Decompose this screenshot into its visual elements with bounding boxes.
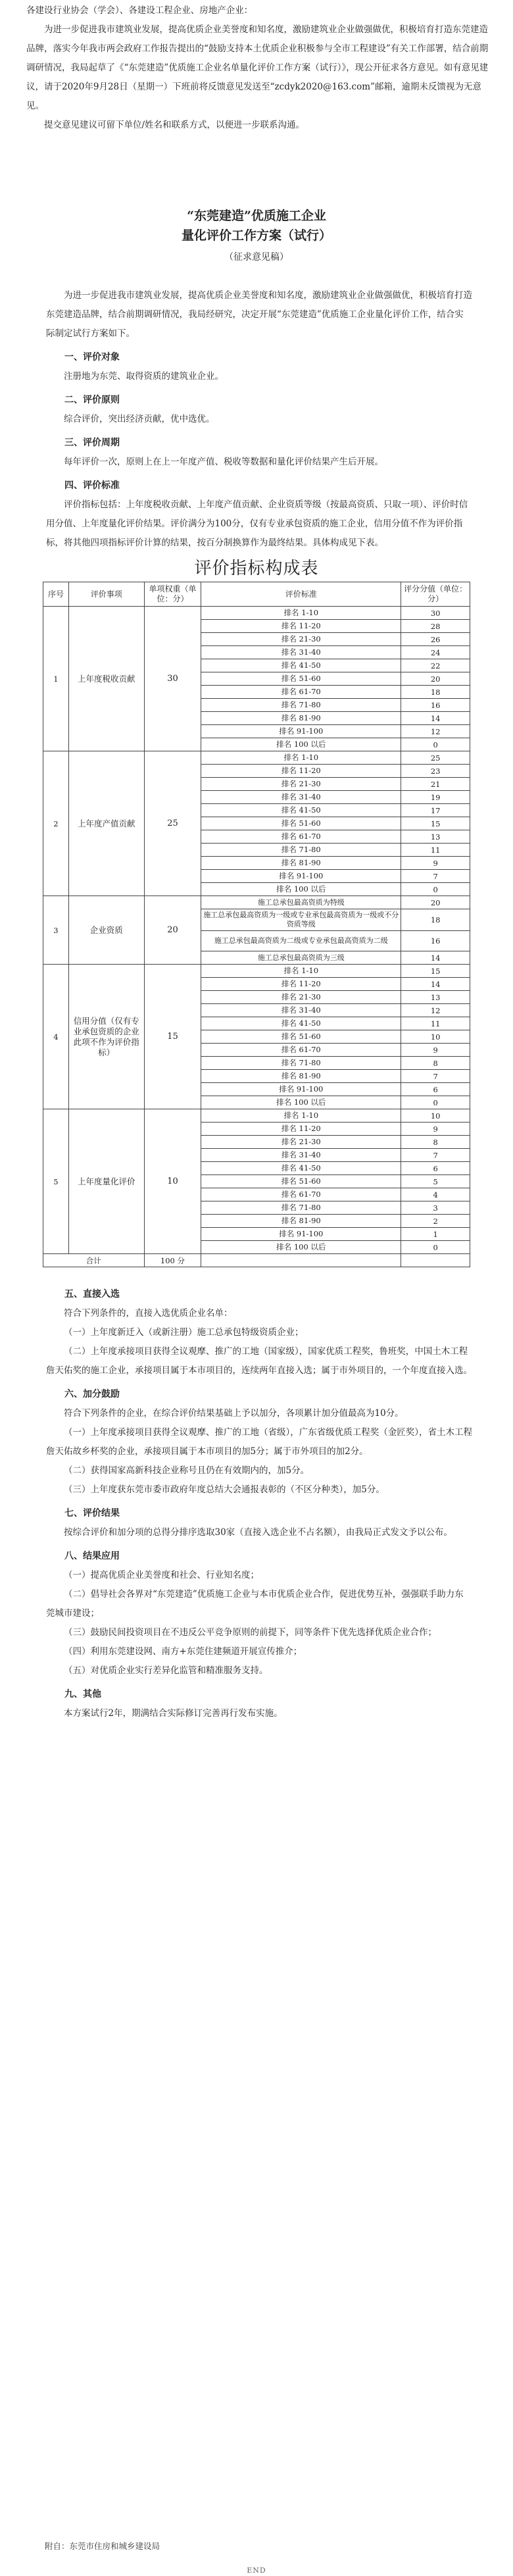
section-heading: 七、评价结果 [64,1508,120,1519]
score-cell: 25 [401,751,470,765]
list-item: （二）上年度承接项目获得全议观摩、推广的工地（国家级），国家优质工程奖，鲁班奖，中国土木工程詹天佑奖的施工企业，承接项目属于本市项目的，连续两年直接入选；属于市外项目的，一个年度直接入选。 [46,1346,472,1376]
score-cell: 15 [401,965,470,978]
criteria-cell: 排名 51-60 [201,1175,401,1188]
doc-intro: 为进一步促进我市建筑业发展，提高优质企业美誉度和知名度，激励建筑业企业做强做优，积极培育打造东莞建造品牌，结合前期调研情况，我局经研究，决定开展“东莞建造”优质施工企业量化评价工作，结合实际制定试行方案如下。 [46,290,472,339]
score-table [43,582,470,1267]
total-label: 合计 [43,1254,145,1267]
row-number: 4 [43,965,69,1109]
criteria-cell: 排名 31-40 [201,791,401,804]
criteria-cell: 排名 100 以后 [201,1096,401,1109]
criteria-cell: 排名 41-50 [201,659,401,672]
doc-title-line2: 量化评价工作方案（试行） [181,228,331,243]
score-cell: 16 [401,699,470,712]
criteria-cell: 排名 100 以后 [201,1241,401,1254]
criteria-cell: 排名 31-40 [201,1149,401,1162]
criteria-cell: 排名 100 以后 [201,738,401,751]
score-cell: 4 [401,1188,470,1201]
criteria-cell: 施工总承包最高资质为二级或专业承包最高资质为二级 [201,931,401,951]
evaluation-item: 信用分值（仅有专业承包资质的企业此项不作为评价指标） [68,965,144,1109]
criteria-cell: 排名 71-80 [201,844,401,857]
score-cell: 13 [401,991,470,1004]
list-item: （三）鼓励民间投资项目在不违反公平竞争原则的前提下，同等条件下优先选择优质企业合作； [64,1627,437,1638]
section-heading: 六、加分鼓励 [64,1389,120,1400]
criteria-cell: 施工总承包最高资质为一级或专业承包最高资质为一级或不分资质等级 [201,909,401,931]
score-cell: 11 [401,1017,470,1030]
header-cell: 序号 [43,582,69,607]
criteria-cell: 排名 61-70 [201,686,401,699]
section-text: 符合下列条件的，直接入选优质企业名单： [64,1308,233,1319]
score-cell: 15 [401,817,470,830]
criteria-cell: 排名 11-20 [201,765,401,778]
criteria-cell: 排名 11-20 [201,978,401,991]
total-value: 100 分 [144,1254,201,1267]
section-heading: 五、直接入选 [64,1289,120,1300]
score-cell: 0 [401,1241,470,1254]
score-cell: 21 [401,778,470,791]
score-cell: 30 [401,607,470,620]
criteria-cell: 排名 61-70 [201,1188,401,1201]
list-item: （五）对优质企业实行差异化监管和精准服务支持。 [64,1665,268,1676]
section-text: 按综合评价和加分项的总得分排序选取30家（直接入选企业不占名额），由我局正式发文予以公布。 [64,1527,452,1538]
item-weight: 15 [144,965,201,1109]
score-cell: 0 [401,883,470,896]
section-text: 注册地为东莞、取得资质的建筑业企业。 [64,371,224,382]
section-heading: 三、评价周期 [64,438,120,448]
section-heading: 九、其他 [64,1689,101,1700]
header-cell: 单项权重（单位：分） [144,582,201,607]
criteria-cell: 排名 11-20 [201,1123,401,1136]
table-body [43,607,470,1254]
criteria-cell: 排名 71-80 [201,699,401,712]
score-cell: 28 [401,620,470,633]
score-cell: 11 [401,844,470,857]
header-cell: 评价事项 [68,582,144,607]
evaluation-item: 上年度税收贡献 [68,607,144,751]
end-mark: END [247,2566,266,2575]
score-cell: 6 [401,1083,470,1096]
table-row [43,751,470,765]
score-cell: 5 [401,1175,470,1188]
criteria-cell: 排名 21-30 [201,1136,401,1149]
criteria-cell: 排名 71-80 [201,1201,401,1215]
section-heading: 二、评价原则 [64,395,120,405]
score-cell: 6 [401,1162,470,1175]
criteria-cell: 排名 61-70 [201,830,401,844]
criteria-cell: 排名 91-100 [201,870,401,883]
section-text: 每年评价一次，原则上在上一年度产值、税收等数据和量化评价结果产生后开展。 [64,457,383,467]
table-title: 评价指标构成表 [194,559,319,578]
score-cell: 3 [401,1201,470,1215]
section-text: 评价指标包括：上年度税收贡献、上年度产值贡献、企业资质等级（按最高资质、只取一项）、评价时信用分值、上年度量化评价结果。评价满分为100分，仅有专业承包资质的施工企业，信用分值不作为评价指标，将其他四项指标评价计算的结果，按百分制换算作为最终结果。具体构成见下表。 [46,499,468,548]
section-text: 本方案试行2年，期满结合实际修订完善再行发布实施。 [64,1708,283,1719]
list-item: （一）上年度新迁入（或新注册）施工总承包特级资质企业； [64,1327,304,1338]
notice-body: 为进一步促进我市建筑业发展，提高优质企业美誉度和知名度，激励建筑业企业做强做优，积极培育打造东莞建造品牌，落实今年我市两会政府工作报告提出的“鼓励支持本土优质企业积极参与全市工程建设”有关工作部署，结合前期调研情况，我局起草了《“东莞建造”优质施工企业名单量化评价工作方案（试行）》，现公开征求各方意见。如有意见建议，请于2020年9月28日（星期一）下班前将反馈意见发送至“zcdyk2020@163.com”邮箱，逾期未反馈视为无意见。 [26,24,489,111]
evaluation-item: 上年度量化评价 [68,1109,144,1254]
score-cell: 10 [401,1109,470,1123]
criteria-cell: 排名 11-20 [201,620,401,633]
section-heading: 八、结果应用 [64,1551,120,1561]
score-cell: 1 [401,1228,470,1241]
score-cell: 0 [401,1096,470,1109]
score-cell: 20 [401,896,470,909]
row-number: 2 [43,751,69,896]
section-text: 综合评价，突出经济贡献，优中选优。 [64,414,215,424]
evaluation-item: 上年度产值贡献 [68,751,144,896]
item-weight: 25 [144,751,201,896]
doc-header [0,206,513,266]
score-cell: 24 [401,646,470,659]
doc-subtitle: （征求意见稿） [224,252,289,263]
criteria-cell: 排名 41-50 [201,804,401,817]
criteria-cell: 排名 1-10 [201,1109,401,1123]
table-row [43,965,470,978]
criteria-cell: 排名 81-90 [201,857,401,870]
row-number: 3 [43,896,69,965]
doc-body-lower [0,1284,513,1723]
score-cell: 14 [401,712,470,725]
score-cell: 7 [401,1070,470,1083]
criteria-cell: 排名 81-90 [201,1070,401,1083]
criteria-cell: 排名 1-10 [201,607,401,620]
list-item: （二）获得国家高新科技企业称号且仍在有效期内的，加5分。 [64,1465,310,1476]
criteria-cell: 排名 91-100 [201,1228,401,1241]
criteria-cell: 排名 41-50 [201,1017,401,1030]
row-number: 5 [43,1109,69,1254]
score-cell: 20 [401,672,470,686]
criteria-cell: 排名 51-60 [201,817,401,830]
score-cell: 26 [401,633,470,646]
criteria-cell: 排名 21-30 [201,633,401,646]
score-cell: 12 [401,1004,470,1017]
score-cell: 14 [401,978,470,991]
criteria-cell: 排名 81-90 [201,1215,401,1228]
table-row [43,896,470,909]
header-cell: 评价标准 [201,582,401,607]
section-heading: 四、评价标准 [64,480,120,491]
table-row [43,607,470,620]
score-cell: 23 [401,765,470,778]
list-item: （一）提高优质企业美誉度和社会、行业知名度； [64,1570,259,1580]
notice-section [0,0,513,135]
table-total-row [43,1254,470,1267]
criteria-cell: 排名 41-50 [201,1162,401,1175]
header-cell: 评分分值（单位：分） [401,582,470,607]
score-cell: 7 [401,870,470,883]
total-empty [201,1254,401,1267]
item-weight: 30 [144,607,201,751]
criteria-cell: 排名 81-90 [201,712,401,725]
criteria-cell: 排名 1-10 [201,965,401,978]
list-item: （四）利用东莞建设网、南方+东莞住建频道开展宣传推介； [64,1646,303,1657]
score-cell: 9 [401,857,470,870]
score-cell: 8 [401,1136,470,1149]
section-text: 符合下列条件的企业，在综合评价结果基础上予以加分，各项累计加分值最高为10分。 [64,1408,404,1419]
source-note: 附自：东莞市住房和城乡建设局 [45,2541,160,2551]
criteria-cell: 排名 91-100 [201,725,401,738]
notice-addressee: 各建设行业协会（学会）、各建设工程企业、房地产企业： [26,5,253,16]
item-weight: 10 [144,1109,201,1254]
criteria-cell: 排名 51-60 [201,1030,401,1044]
score-cell: 7 [401,1149,470,1162]
section-heading: 一、评价对象 [64,352,120,363]
criteria-cell: 施工总承包最高资质为三级 [201,951,401,965]
evaluation-item: 企业资质 [68,896,144,965]
score-cell: 0 [401,738,470,751]
notice-closing: 提交意见建议可留下单位/姓名和联系方式，以便进一步联系沟通。 [44,120,305,130]
score-cell: 16 [401,931,470,951]
criteria-cell: 排名 91-100 [201,1083,401,1096]
score-cell: 18 [401,909,470,931]
item-weight: 20 [144,896,201,965]
criteria-cell: 排名 1-10 [201,751,401,765]
criteria-cell: 排名 31-40 [201,646,401,659]
doc-body [0,286,513,553]
score-cell: 22 [401,659,470,672]
criteria-cell: 排名 31-40 [201,1004,401,1017]
doc-title-line1: “东莞建造”优质施工企业 [187,209,326,223]
score-cell: 9 [401,1123,470,1136]
score-cell: 17 [401,804,470,817]
criteria-cell: 排名 51-60 [201,672,401,686]
criteria-cell: 排名 21-30 [201,991,401,1004]
list-item: （一）上年度承接项目获得全议观摩、推广的工地（省级），广东省级优质工程奖（金匠奖），省土木工程詹天佑故乡杯奖的企业，承接项目属于本市项目的加5分；属于市外项目的加2分。 [46,1427,472,1457]
score-cell: 14 [401,951,470,965]
total-empty [401,1254,470,1267]
score-cell: 9 [401,1044,470,1057]
score-cell: 12 [401,725,470,738]
table-header-row [43,582,470,607]
score-cell: 2 [401,1215,470,1228]
row-number: 1 [43,607,69,751]
score-cell: 18 [401,686,470,699]
list-item: （三）上年度获东莞市委市政府年度总结大会通报表彰的（不区分种类），加5分。 [64,1484,385,1495]
criteria-cell: 排名 71-80 [201,1057,401,1070]
criteria-cell: 排名 61-70 [201,1044,401,1057]
list-item: （二）倡导社会各界对“东莞建造”优质施工企业与本市优质企业合作，促进优势互补，强强联手助力东莞城市建设； [46,1589,464,1619]
criteria-cell: 排名 100 以后 [201,883,401,896]
score-cell: 10 [401,1030,470,1044]
score-cell: 13 [401,830,470,844]
table-row [43,1109,470,1123]
score-cell: 19 [401,791,470,804]
criteria-cell: 施工总承包最高资质为特级 [201,896,401,909]
criteria-cell: 排名 21-30 [201,778,401,791]
score-cell: 8 [401,1057,470,1070]
